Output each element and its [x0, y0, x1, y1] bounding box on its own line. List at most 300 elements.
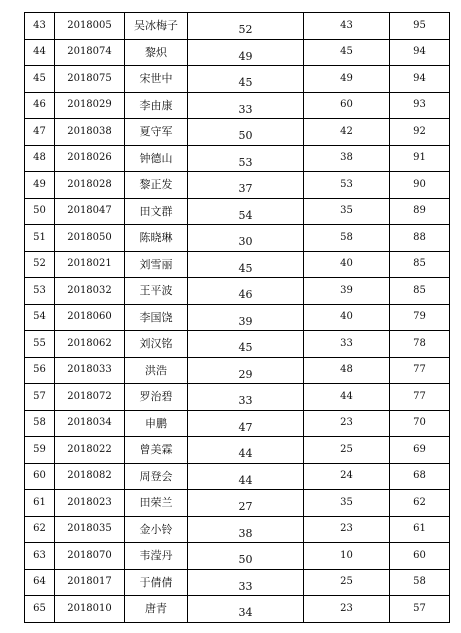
- score2-cell-text: 40: [340, 258, 353, 270]
- name-cell: [125, 278, 188, 305]
- score2-cell-text: 60: [340, 99, 353, 111]
- total-cell: [390, 490, 450, 517]
- score1-cell-text: 44: [238, 447, 253, 461]
- rank-cell: [25, 251, 55, 278]
- score1-cell: [188, 490, 304, 517]
- total-cell-text: 93: [413, 99, 426, 111]
- name-cell-text: 吴冰梅子: [134, 19, 178, 33]
- name-cell: [125, 66, 188, 93]
- rank-cell-text: 63: [33, 549, 46, 561]
- score2-cell-text: 23: [340, 523, 353, 535]
- id-cell: [55, 437, 125, 464]
- rank-cell: [25, 410, 55, 437]
- rank-cell-text: 52: [33, 258, 46, 270]
- rank-cell: [25, 145, 55, 172]
- name-cell-text: 洪浩: [145, 363, 167, 377]
- name-cell: [125, 92, 188, 119]
- total-cell-text: 79: [413, 311, 426, 323]
- score2-cell: [304, 251, 390, 278]
- score2-cell-text: 53: [340, 178, 353, 190]
- table-body: [25, 13, 450, 623]
- id-cell: [55, 145, 125, 172]
- name-cell-text: 韦滢丹: [139, 549, 173, 563]
- score1-cell-text: 37: [238, 182, 253, 196]
- score1-cell-text: 50: [238, 129, 253, 143]
- id-cell: [55, 410, 125, 437]
- score1-cell-text: 30: [238, 235, 253, 249]
- score2-cell: [304, 331, 390, 358]
- table-row: [25, 251, 450, 278]
- score1-cell-text: 29: [238, 367, 253, 381]
- score2-cell: [304, 357, 390, 384]
- score1-cell: [188, 198, 304, 225]
- score1-cell: [188, 13, 304, 40]
- id-cell: [55, 13, 125, 40]
- score2-cell-text: 45: [340, 46, 353, 58]
- table-row: [25, 66, 450, 93]
- name-cell-text: 罗治碧: [139, 390, 173, 404]
- score1-cell-text: 50: [238, 553, 253, 567]
- score2-cell: [304, 198, 390, 225]
- id-cell: [55, 384, 125, 411]
- score1-cell-text: 27: [238, 500, 253, 514]
- rank-cell: [25, 569, 55, 596]
- total-cell: [390, 225, 450, 252]
- score2-cell-text: 40: [340, 311, 353, 323]
- name-cell-text: 刘汉铭: [139, 337, 173, 351]
- total-cell: [390, 596, 450, 623]
- score1-cell-text: 45: [238, 341, 253, 355]
- id-cell-text: 2018060: [67, 311, 112, 323]
- name-cell: [125, 39, 188, 66]
- id-cell-text: 2018075: [67, 72, 112, 84]
- id-cell-text: 2018032: [67, 284, 112, 296]
- score1-cell: [188, 119, 304, 146]
- score2-cell: [304, 516, 390, 543]
- total-cell: [390, 410, 450, 437]
- score2-cell: [304, 92, 390, 119]
- table-row: [25, 516, 450, 543]
- total-cell: [390, 543, 450, 570]
- score1-cell-text: 45: [238, 261, 253, 275]
- name-cell: [125, 304, 188, 331]
- score2-cell: [304, 437, 390, 464]
- rank-cell: [25, 66, 55, 93]
- score2-cell-text: 44: [340, 390, 353, 402]
- id-cell: [55, 596, 125, 623]
- rank-cell-text: 60: [33, 470, 46, 482]
- total-cell-text: 95: [413, 19, 426, 31]
- rank-cell-text: 48: [33, 152, 46, 164]
- total-cell: [390, 92, 450, 119]
- rank-cell-text: 56: [33, 364, 46, 376]
- name-cell: [125, 596, 188, 623]
- score2-cell: [304, 304, 390, 331]
- rank-cell-text: 46: [33, 99, 46, 111]
- score1-cell: [188, 463, 304, 490]
- name-cell: [125, 119, 188, 146]
- id-cell-text: 2018082: [67, 470, 112, 482]
- table-row: [25, 596, 450, 623]
- id-cell: [55, 490, 125, 517]
- rank-cell: [25, 92, 55, 119]
- name-cell: [125, 569, 188, 596]
- name-cell-text: 李国饶: [139, 310, 173, 324]
- id-cell: [55, 569, 125, 596]
- name-cell: [125, 437, 188, 464]
- id-cell: [55, 543, 125, 570]
- score2-cell-text: 43: [340, 19, 353, 31]
- rank-cell-text: 51: [33, 231, 46, 243]
- score2-cell-text: 35: [340, 205, 353, 217]
- rank-cell-text: 61: [33, 496, 46, 508]
- score1-cell: [188, 66, 304, 93]
- score1-cell: [188, 304, 304, 331]
- total-cell-text: 58: [413, 576, 426, 588]
- rank-cell: [25, 225, 55, 252]
- score2-cell: [304, 119, 390, 146]
- id-cell: [55, 225, 125, 252]
- rank-cell-text: 50: [33, 205, 46, 217]
- score2-cell: [304, 384, 390, 411]
- id-cell: [55, 251, 125, 278]
- id-cell-text: 2018038: [67, 125, 112, 137]
- score2-cell: [304, 145, 390, 172]
- table-row: [25, 304, 450, 331]
- rank-cell: [25, 119, 55, 146]
- total-cell-text: 88: [413, 231, 426, 243]
- score2-cell-text: 25: [340, 576, 353, 588]
- score1-cell: [188, 331, 304, 358]
- id-cell: [55, 357, 125, 384]
- name-cell-text: 黎炽: [145, 45, 167, 59]
- score2-cell-text: 35: [340, 496, 353, 508]
- id-cell-text: 2018033: [67, 364, 112, 376]
- total-cell-text: 57: [413, 602, 426, 614]
- name-cell-text: 唐青: [145, 602, 167, 616]
- score2-cell: [304, 569, 390, 596]
- score1-cell: [188, 410, 304, 437]
- total-cell-text: 61: [413, 523, 426, 535]
- name-cell: [125, 384, 188, 411]
- table-row: [25, 119, 450, 146]
- rank-cell: [25, 543, 55, 570]
- total-cell: [390, 119, 450, 146]
- rank-cell-text: 62: [33, 523, 46, 535]
- score-table: [24, 12, 450, 623]
- name-cell-text: 田荣兰: [139, 496, 173, 510]
- total-cell: [390, 145, 450, 172]
- rank-cell: [25, 198, 55, 225]
- id-cell: [55, 39, 125, 66]
- name-cell: [125, 410, 188, 437]
- score1-cell-text: 33: [238, 579, 253, 593]
- score2-cell-text: 10: [340, 549, 353, 561]
- score1-cell: [188, 357, 304, 384]
- id-cell-text: 2018017: [67, 576, 112, 588]
- rank-cell: [25, 304, 55, 331]
- name-cell-text: 钟德山: [139, 151, 173, 165]
- name-cell-text: 周登会: [139, 469, 173, 483]
- id-cell: [55, 516, 125, 543]
- total-cell: [390, 172, 450, 199]
- score2-cell-text: 24: [340, 470, 353, 482]
- score1-cell: [188, 225, 304, 252]
- name-cell-text: 黎正发: [139, 178, 173, 192]
- score2-cell: [304, 172, 390, 199]
- id-cell-text: 2018072: [67, 390, 112, 402]
- table-row: [25, 145, 450, 172]
- score2-cell: [304, 225, 390, 252]
- score1-cell-text: 38: [238, 526, 253, 540]
- total-cell: [390, 437, 450, 464]
- name-cell-text: 李由康: [139, 98, 173, 112]
- name-cell-text: 宋世中: [139, 72, 173, 86]
- name-cell: [125, 13, 188, 40]
- score1-cell: [188, 172, 304, 199]
- total-cell-text: 85: [413, 284, 426, 296]
- score2-cell-text: 49: [340, 72, 353, 84]
- name-cell: [125, 198, 188, 225]
- score1-cell-text: 54: [238, 208, 253, 222]
- rank-cell-text: 49: [33, 178, 46, 190]
- id-cell: [55, 198, 125, 225]
- total-cell-text: 78: [413, 337, 426, 349]
- total-cell: [390, 66, 450, 93]
- rank-cell-text: 58: [33, 417, 46, 429]
- score1-cell: [188, 145, 304, 172]
- table-row: [25, 331, 450, 358]
- score1-cell: [188, 543, 304, 570]
- name-cell-text: 申鹏: [145, 416, 167, 430]
- id-cell-text: 2018023: [67, 496, 112, 508]
- score1-cell-text: 52: [238, 23, 253, 37]
- rank-cell-text: 44: [33, 46, 46, 58]
- rank-cell: [25, 278, 55, 305]
- score2-cell-text: 25: [340, 443, 353, 455]
- rank-cell-text: 59: [33, 443, 46, 455]
- rank-cell: [25, 490, 55, 517]
- total-cell: [390, 569, 450, 596]
- total-cell-text: 62: [413, 496, 426, 508]
- score2-cell-text: 23: [340, 602, 353, 614]
- table-row: [25, 278, 450, 305]
- score1-cell: [188, 437, 304, 464]
- total-cell: [390, 304, 450, 331]
- total-cell-text: 68: [413, 470, 426, 482]
- id-cell-text: 2018050: [67, 231, 112, 243]
- name-cell-text: 陈晓琳: [139, 231, 173, 245]
- table-row: [25, 569, 450, 596]
- score1-cell: [188, 92, 304, 119]
- score1-cell-text: 49: [238, 49, 253, 63]
- total-cell: [390, 251, 450, 278]
- rank-cell-text: 64: [33, 576, 46, 588]
- name-cell: [125, 357, 188, 384]
- score1-cell: [188, 516, 304, 543]
- total-cell-text: 90: [413, 178, 426, 190]
- table-row: [25, 543, 450, 570]
- rank-cell: [25, 172, 55, 199]
- total-cell-text: 94: [413, 72, 426, 84]
- total-cell: [390, 357, 450, 384]
- name-cell-text: 曾美霖: [139, 443, 173, 457]
- id-cell-text: 2018026: [67, 152, 112, 164]
- table-row: [25, 92, 450, 119]
- score2-cell: [304, 596, 390, 623]
- rank-cell: [25, 516, 55, 543]
- score1-cell-text: 47: [238, 420, 253, 434]
- total-cell-text: 69: [413, 443, 426, 455]
- total-cell-text: 85: [413, 258, 426, 270]
- id-cell: [55, 278, 125, 305]
- id-cell: [55, 119, 125, 146]
- table-row: [25, 437, 450, 464]
- rank-cell-text: 45: [33, 72, 46, 84]
- rank-cell: [25, 596, 55, 623]
- score2-cell: [304, 410, 390, 437]
- total-cell: [390, 516, 450, 543]
- name-cell: [125, 145, 188, 172]
- score1-cell-text: 46: [238, 288, 253, 302]
- rank-cell: [25, 463, 55, 490]
- id-cell: [55, 304, 125, 331]
- name-cell: [125, 331, 188, 358]
- score2-cell-text: 38: [340, 152, 353, 164]
- total-cell: [390, 384, 450, 411]
- id-cell-text: 2018029: [67, 99, 112, 111]
- name-cell: [125, 490, 188, 517]
- name-cell-text: 刘雪丽: [139, 257, 173, 271]
- table-row: [25, 410, 450, 437]
- table-row: [25, 39, 450, 66]
- total-cell: [390, 278, 450, 305]
- id-cell-text: 2018035: [67, 523, 112, 535]
- rank-cell-text: 53: [33, 284, 46, 296]
- score2-cell: [304, 463, 390, 490]
- id-cell-text: 2018021: [67, 258, 112, 270]
- name-cell: [125, 463, 188, 490]
- score2-cell: [304, 543, 390, 570]
- score2-cell: [304, 490, 390, 517]
- total-cell-text: 70: [413, 417, 426, 429]
- name-cell: [125, 543, 188, 570]
- id-cell: [55, 331, 125, 358]
- score2-cell-text: 48: [340, 364, 353, 376]
- score2-cell: [304, 278, 390, 305]
- table-row: [25, 463, 450, 490]
- score1-cell-text: 39: [238, 314, 253, 328]
- table-row: [25, 225, 450, 252]
- score2-cell-text: 23: [340, 417, 353, 429]
- name-cell-text: 王平波: [139, 284, 173, 298]
- id-cell-text: 2018074: [67, 46, 112, 58]
- id-cell-text: 2018070: [67, 549, 112, 561]
- id-cell: [55, 463, 125, 490]
- rank-cell-text: 47: [33, 125, 46, 137]
- score1-cell-text: 44: [238, 473, 253, 487]
- table-row: [25, 172, 450, 199]
- score1-cell-text: 53: [238, 155, 253, 169]
- score2-cell: [304, 13, 390, 40]
- rank-cell-text: 55: [33, 337, 46, 349]
- name-cell: [125, 225, 188, 252]
- id-cell: [55, 66, 125, 93]
- score1-cell: [188, 278, 304, 305]
- rank-cell-text: 43: [33, 19, 46, 31]
- score2-cell-text: 39: [340, 284, 353, 296]
- total-cell-text: 94: [413, 46, 426, 58]
- name-cell: [125, 516, 188, 543]
- score2-cell-text: 58: [340, 231, 353, 243]
- score2-cell: [304, 39, 390, 66]
- table-row: [25, 490, 450, 517]
- rank-cell-text: 54: [33, 311, 46, 323]
- score1-cell: [188, 596, 304, 623]
- id-cell: [55, 172, 125, 199]
- name-cell-text: 金小铃: [139, 522, 173, 536]
- name-cell-text: 于倩倩: [139, 575, 173, 589]
- name-cell-text: 田文群: [139, 204, 173, 218]
- score1-cell-text: 45: [238, 76, 253, 90]
- table-row: [25, 13, 450, 40]
- total-cell-text: 89: [413, 205, 426, 217]
- id-cell-text: 2018010: [67, 602, 112, 614]
- table-row: [25, 357, 450, 384]
- total-cell: [390, 463, 450, 490]
- total-cell: [390, 198, 450, 225]
- name-cell: [125, 251, 188, 278]
- score1-cell-text: 33: [238, 394, 253, 408]
- rank-cell-text: 57: [33, 390, 46, 402]
- score2-cell-text: 42: [340, 125, 353, 137]
- rank-cell: [25, 331, 55, 358]
- name-cell: [125, 172, 188, 199]
- table-row: [25, 198, 450, 225]
- rank-cell: [25, 357, 55, 384]
- rank-cell: [25, 437, 55, 464]
- total-cell-text: 77: [413, 364, 426, 376]
- score2-cell: [304, 66, 390, 93]
- id-cell-text: 2018062: [67, 337, 112, 349]
- score1-cell: [188, 384, 304, 411]
- score1-cell-text: 34: [238, 606, 253, 620]
- total-cell: [390, 331, 450, 358]
- score2-cell-text: 33: [340, 337, 353, 349]
- id-cell-text: 2018022: [67, 443, 112, 455]
- rank-cell-text: 65: [33, 602, 46, 614]
- id-cell-text: 2018034: [67, 417, 112, 429]
- total-cell-text: 60: [413, 549, 426, 561]
- name-cell-text: 夏守军: [139, 125, 173, 139]
- id-cell-text: 2018047: [67, 205, 112, 217]
- id-cell-text: 2018005: [67, 19, 112, 31]
- total-cell-text: 77: [413, 390, 426, 402]
- rank-cell: [25, 384, 55, 411]
- score1-cell: [188, 569, 304, 596]
- rank-cell: [25, 39, 55, 66]
- id-cell-text: 2018028: [67, 178, 112, 190]
- table-row: [25, 384, 450, 411]
- score1-cell-text: 33: [238, 102, 253, 116]
- rank-cell: [25, 13, 55, 40]
- score1-cell: [188, 251, 304, 278]
- total-cell-text: 92: [413, 125, 426, 137]
- total-cell: [390, 13, 450, 40]
- total-cell: [390, 39, 450, 66]
- id-cell: [55, 92, 125, 119]
- score1-cell: [188, 39, 304, 66]
